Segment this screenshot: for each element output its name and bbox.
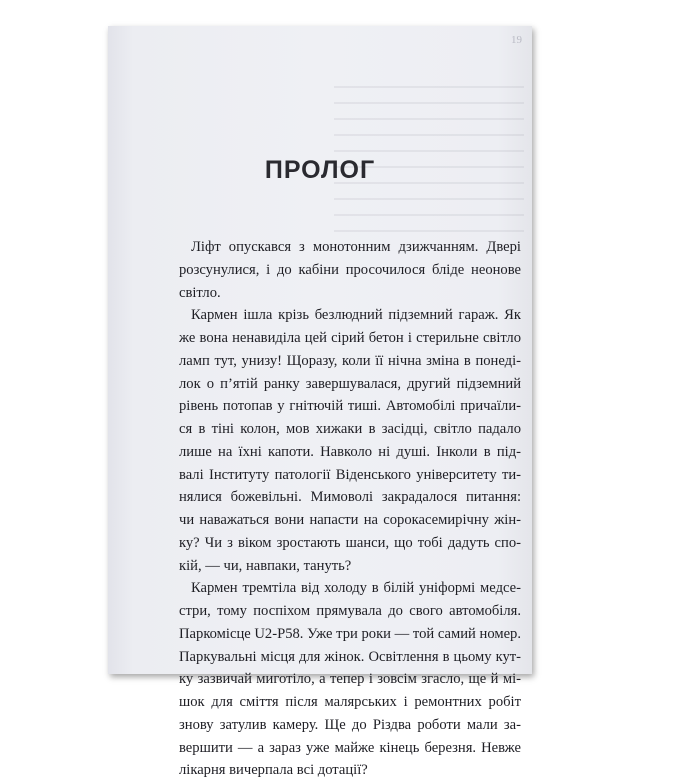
text-line: ся в тіні колон, мов хижаки в засідці, світло падало xyxy=(179,421,521,437)
text-line: валі Інституту патології Віденського університету ти- xyxy=(179,466,521,483)
text-line: ку? Чи з віком зростають шанси, що тобі дадуть спо- xyxy=(179,534,521,551)
text-line: Ліфт опускався з монотонним дзижчанням. Двері xyxy=(191,239,521,255)
paragraph-1 xyxy=(179,236,521,304)
text-line: стри, тому поспіхом прямувала до свого автомобіля. xyxy=(179,603,521,619)
text-line: лише на їхні капоти. Навколо ні душі. Інколи в під- xyxy=(179,443,521,460)
text-line: розсунулися, і до кабіни просочилося бліде неонове xyxy=(179,261,521,278)
paragraph-3 xyxy=(179,577,521,782)
page-number: 19 xyxy=(511,34,522,46)
text-line: лок о п’ятій ранку завершувалася, другий підземний xyxy=(179,375,521,392)
text-line: кій, — чи, навпаки, тануть? xyxy=(179,557,352,574)
text-line: шок для сміття після малярських і ремонтних робіт xyxy=(179,694,521,710)
text-line: Кармен ішла крізь безлюдний підземний гараж. Як xyxy=(191,307,521,324)
text-line: Паркувальні місця для жінок. Освітлення в цьому кут- xyxy=(179,648,521,665)
text-line: лікарня вичерпала всі дотації? xyxy=(179,762,368,779)
book-page xyxy=(108,26,532,779)
text-line: Паркомісце U2-P58. Уже три роки — той самий номер. xyxy=(179,625,521,642)
text-line: знову затулив камеру. Ще до Різдва роботи мали за- xyxy=(179,716,521,733)
chapter-body xyxy=(179,236,521,782)
text-line: чи наважаться вони напасти на сорокасемирічну жін- xyxy=(179,512,521,528)
text-line: вершити — а зараз уже майже кінець березня. Невже xyxy=(179,739,521,756)
text-line: Кармен тремтіла від холоду в білій уніформі медсе- xyxy=(191,580,521,597)
text-line: рівень потопав у гнітючій тиші. Автомобілі причаїли- xyxy=(179,398,521,415)
text-line: ку зазвичай миготіло, а тепер і зовсім згасло, ще й мі- xyxy=(179,671,521,688)
paragraph-2 xyxy=(179,304,521,577)
text-line: же вона ненавиділа цей сірий бетон і стерильне світло xyxy=(179,330,521,346)
text-line: ламп тут, унизу! Щоразу, коли її нічна зміна в понеді- xyxy=(179,352,521,369)
chapter-title: ПРОЛОГ xyxy=(264,156,376,184)
text-line: світло. xyxy=(179,284,221,301)
text-line: нялися божевільні. Мимоволі закрадалося питання: xyxy=(179,489,521,506)
